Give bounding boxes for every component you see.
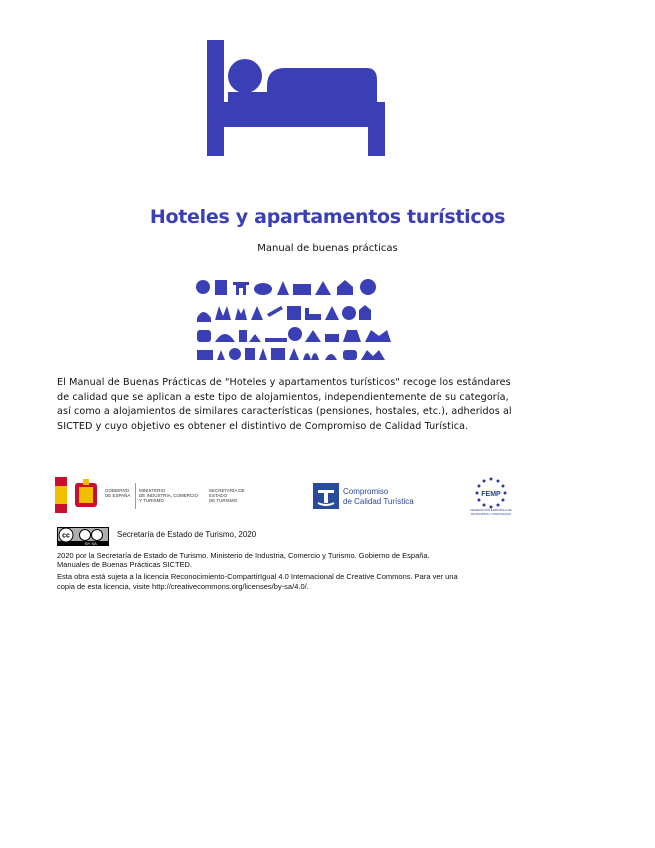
- compromiso-calidad-logo: [313, 481, 423, 513]
- compromiso-line2: de Calidad Turística: [343, 497, 414, 506]
- license-line-3: Esta obra está sujeta a la licencia Reconocimiento-CompartirIgual 4.0 Internacional de Creative Commons. Para ver una: [57, 572, 458, 581]
- license-line-4: copia de esta licencia, visite http://creativecommons.org/licenses/by-sa/4.0/.: [57, 582, 309, 591]
- document-subtitle: Manual de buenas prácticas: [257, 243, 398, 254]
- ministry-line1: MINISTERIO: [139, 488, 166, 493]
- secretary-line2: DE TURISMO: [209, 498, 238, 503]
- gobierno-espana-logo: [55, 477, 245, 513]
- license-line-2: Manuales de Buenas Prácticas SICTED.: [57, 560, 193, 569]
- license-line-1: 2020 por la Secretaría de Estado de Turismo. Ministerio de Industria, Comercio y Turismo. Gobierno de España.: [57, 551, 430, 560]
- femp-logo: [465, 477, 517, 517]
- compromiso-line1: Compromiso: [343, 487, 389, 496]
- copyright-owner: Secretaría de Estado de Turismo, 2020: [117, 530, 257, 539]
- femp-stars-icon: [475, 477, 507, 509]
- q-quality-icon: [313, 483, 339, 509]
- femp-caption: FEDERACIÓN ESPAÑOLA DE MUNICIPIOS Y PROVINCIAS: [470, 508, 512, 516]
- creative-commons-by-sa-icon: [57, 527, 109, 546]
- cc-sub: BY SA: [85, 541, 97, 546]
- bed-icon: [207, 40, 385, 156]
- gov-line2: DE ESPAÑA: [105, 493, 131, 498]
- coat-of-arms-icon: [73, 479, 99, 511]
- document-title: Hoteles y apartamentos turísticos: [149, 206, 506, 228]
- ministry-line2: DE INDUSTRIA, COMERCIO: [139, 493, 199, 498]
- secretary-line1: SECRETARÍA DE ESTADO: [209, 488, 245, 498]
- femp-label: FEMP: [481, 491, 501, 498]
- cc-label: cc: [62, 532, 70, 540]
- document-description: El Manual de Buenas Prácticas de "Hoteles y apartamentos turísticos" recoge los estándares de calidad que se aplican a este tipo de alojamientos, independientemente de su categoría, así como a alojamientos de similares características (pensiones, hostales, etc.), adheridos al SICTED y cuyo objetivo es obtener el distintivo de Compromiso de Calidad Turística.: [57, 377, 512, 432]
- tourism-pictograms-icon: [195, 278, 401, 362]
- gov-line1: GOBIERNO: [105, 488, 130, 493]
- ministry-line3: Y TURISMO: [139, 498, 164, 503]
